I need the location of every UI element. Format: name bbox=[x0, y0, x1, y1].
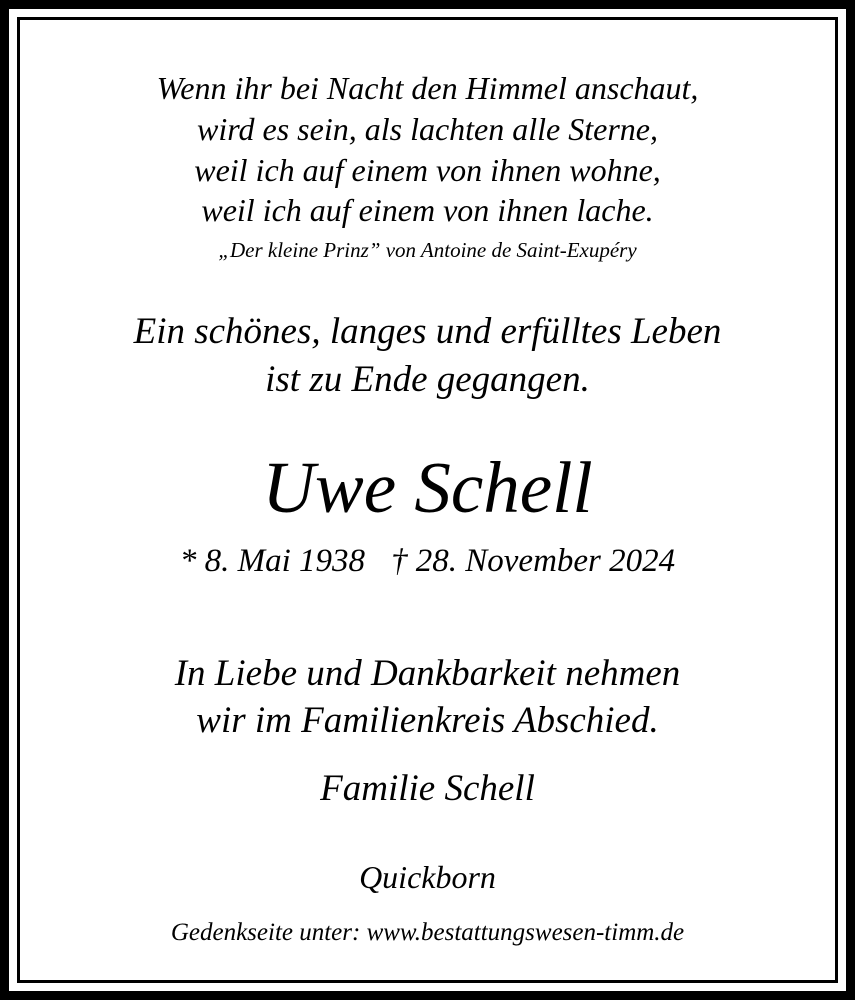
death-date: † 28. November 2024 bbox=[391, 543, 676, 579]
birth-date: * 8. Mai 1938 bbox=[179, 543, 366, 579]
memorial-page-link: Gedenkseite unter: www.bestattungswesen-timm.de bbox=[170, 919, 685, 946]
city: Quickborn bbox=[359, 859, 496, 895]
intro-line-1: Ein schönes, langes und erfülltes Leben bbox=[133, 311, 722, 352]
family-signature: Familie Schell bbox=[320, 768, 535, 809]
poem-attribution: „Der kleine Prinz” von Antoine de Saint-Exupéry bbox=[218, 238, 637, 262]
intro-line-2: ist zu Ende gegangen. bbox=[265, 359, 590, 400]
farewell-line-2: wir im Familienkreis Abschied. bbox=[196, 700, 659, 741]
poem-line-3: weil ich auf einem von ihnen wohne, bbox=[194, 152, 661, 188]
poem-line-2: wird es sein, als lachten alle Sterne, bbox=[197, 111, 658, 147]
life-dates bbox=[0, 543, 855, 580]
poem-line-1: Wenn ihr bei Nacht den Himmel anschaut, bbox=[156, 70, 699, 106]
deceased-name: Uwe Schell bbox=[262, 447, 593, 528]
poem-line-4: weil ich auf einem von ihnen lache. bbox=[201, 192, 654, 228]
farewell-line-1: In Liebe und Dankbarkeit nehmen bbox=[174, 653, 681, 694]
